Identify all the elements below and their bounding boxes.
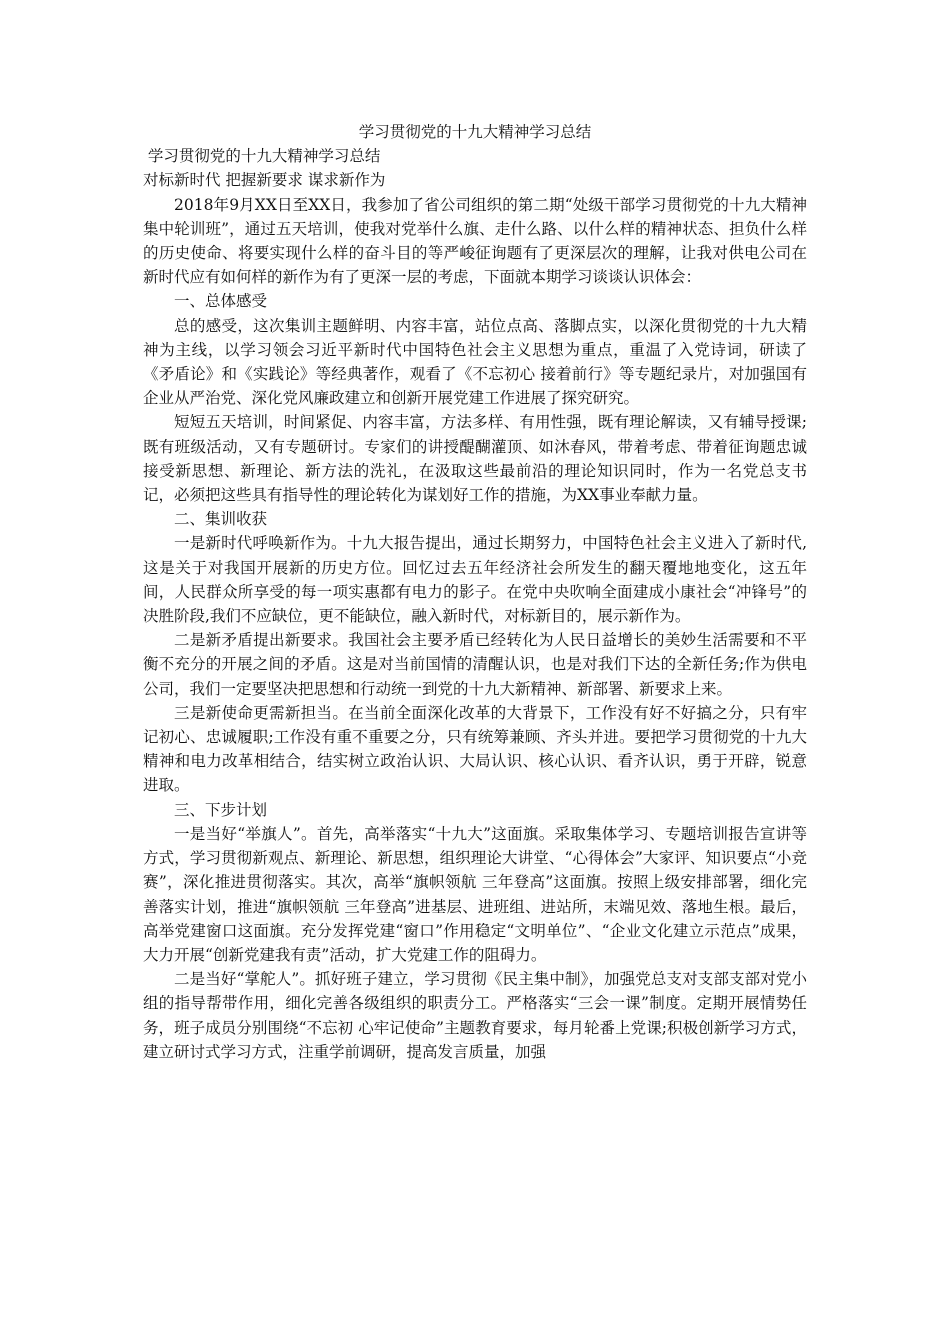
- body-paragraph: 总的感受，这次集训主题鲜明、内容丰富，站位点高、落脚点实，以深化贯彻党的十九大精神为主线，以学习领会习近平新时代中国特色社会主义思想为重点，重温了入党诗词，研读了《矛盾论》和《实践论》等经典著作，观看了《不忘初心 接着前行》等专题纪录片，对加强国有企业从严治党、深化党风廉政建立和创新开展党建工作进展了探究研究。: [143, 316, 807, 408]
- document-page: [143, 120, 807, 1064]
- intro-paragraph: 2018年9月XX日至XX日，我参加了省公司组织的第二期“处级干部学习贯彻党的十九大精神集中轮训班”，通过五天培训，使我对党举什么旗、走什么路、以什么样的精神状态、担负什么样的历史使命、将要实现什么样的奋斗目的等严峻征询题有了更深层次的理解，让我对供电公司在新时代应有如何样的新作为有了更深一层的考虑，下面就本期学习谈谈认识体会：: [143, 195, 807, 287]
- document-subtitle: 学习贯彻党的十九大精神学习总结: [143, 147, 381, 166]
- section-heading-gains: 二、集训收获: [174, 510, 268, 529]
- body-paragraph: 短短五天培训，时间紧促、内容丰富，方法多样、有用性强，既有理论解读，又有辅导授课;既有班级活动，又有专题研讨。专家们的讲授醍醐灌顶、如沐春风，带着考虑、带着征询题忠诚接受新思想、新理论、新方法的洗礼，在汲取这些最前沿的理论知识同时，作为一名党总支书记，必须把这些具有指导性的理论转化为谋划好工作的措施，为XX事业奉献力量。: [143, 413, 807, 505]
- section-heading-plan: 三、下步计划: [174, 800, 268, 819]
- document-tagline: 对标新时代 把握新要求 谋求新作为: [143, 171, 386, 190]
- body-paragraph: 一是新时代呼唤新作为。十九大报告提出，通过长期努力，中国特色社会主义进入了新时代,这是关于对我国开展新的历史方位。回忆过去五年经济社会所发生的翻天覆地地变化，这五年间，人民群众所享受的每一项实惠都有电力的影子。在党中央吹响全面建成小康社会“冲锋号”的决胜阶段,我们不应缺位，更不能缺位，融入新时代，对标新目的，展示新作为。: [143, 534, 807, 626]
- body-paragraph: 二是当好“掌舵人”。抓好班子建立，学习贯彻《民主集中制》，加强党总支对支部支部对党小组的指导帮带作用，细化完善各级组织的职责分工。严格落实“三会一课”制度。定期开展情势任务，班子成员分别围绕“不忘初 心牢记使命”主题教育要求，每月轮番上党课;积极创新学习方式，建立研讨式学习方式，注重学前调研，提高发言质量，加强: [143, 970, 807, 1061]
- body-paragraph: 三是新使命更需新担当。在当前全面深化改革的大背景下，工作没有好不好搞之分，只有牢记初心、忠诚履职;工作没有重不重要之分，只有统筹兼顾、齐头并进。要把学习贯彻党的十九大精神和电力改革相结合，结实树立政治认识、大局认识、核心认识、看齐认识，勇于开辟，锐意进取。: [143, 703, 807, 795]
- body-paragraph: 二是新矛盾提出新要求。我国社会主要矛盾已经转化为人民日益增长的美妙生活需要和不平衡不充分的开展之间的矛盾。这是对当前国情的清醒认识，也是对我们下达的全新任务;作为供电公司，我们一定要坚决把思想和行动统一到党的十九大新精神、新部署、新要求上来。: [143, 631, 807, 698]
- document-title: 学习贯彻党的十九大精神学习总结: [358, 123, 592, 141]
- body-paragraph: 一是当好“举旗人”。首先，高举落实“十九大”这面旗。采取集体学习、专题培训报告宣讲等方式，学习贯彻新观点、新理论、新思想，组织理论大讲堂、“心得体会”大家评、知识要点“小竞赛”，深化推进贯彻落实。其次，高举“旗帜领航 三年登高”这面旗。按照上级安排部署，细化完善落实计划，推进“旗帜领航 三年登高”进基层、进班组、进站所，末端见效、落地生根。最后，高举党建窗口这面旗。充分发挥党建“窗口”作用稳定“文明单位”、“企业文化建立示范点”成果，大力开展“创新党建我有责”活动，扩大党建工作的阻碍力。: [143, 824, 807, 964]
- section-heading-overall: 一、总体感受: [174, 292, 268, 311]
